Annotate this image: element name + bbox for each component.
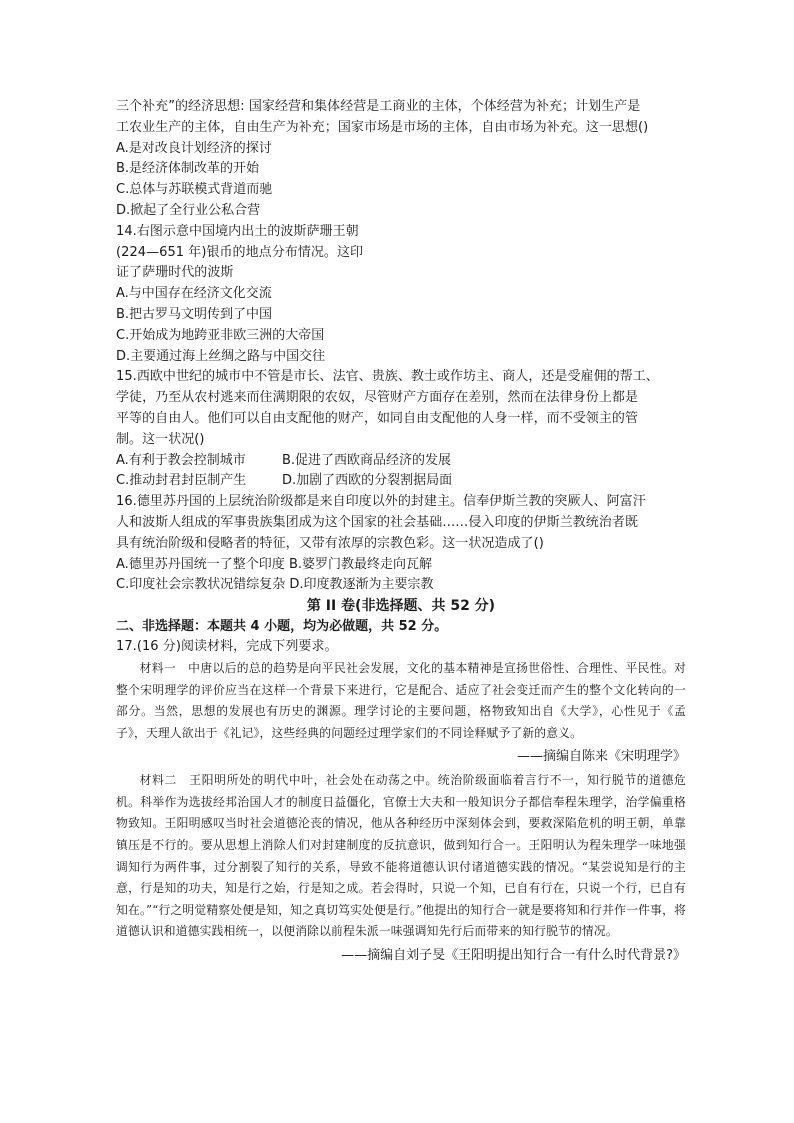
- question-16: [116, 492, 686, 596]
- material-one-source: ——摘编自陈来《宋明理学》: [516, 749, 686, 765]
- q16-options-row-1: [116, 555, 686, 576]
- q15-line-4: 制。这一状况(): [116, 431, 205, 447]
- page-content: [116, 97, 686, 969]
- q15-option-d: D.加剧了西欧的分裂割据局面: [282, 473, 453, 489]
- q16-line-1: 16.德里苏丹国的上层统治阶级都是来自印度以外的封建主。信奉伊斯兰教的突厥人、阿富汗: [116, 494, 646, 510]
- q14-line-3: 证了萨珊时代的波斯: [116, 265, 234, 281]
- q16-line-3: 具有统治阶级和侵略者的特征，又带有浓厚的宗教色彩。这一状况造成了(): [116, 535, 544, 551]
- material-one-text: 材料一 中唐以后的总的趋势是向平民社会发展，文化的基本精神是宣扬世俗性、合理性、平民性。对整个宋明理学的评价应当在这样一个背景下来进行，它是配合、适应了社会变迁而产生的整个文化转向的一部分。当然，思想的发展也有历史的渊源。理学讨论的主要问题，格物致知出自《大学》，心性见于《孟子》，天理人欲出于《礼记》，这些经典的问题经过理学家们的不同诠释赋予了新的意义。: [116, 660, 686, 740]
- part-heading: 二、非选择题：本题共 4 小题，均为必做题，共 52 分。: [116, 619, 448, 635]
- material-two-text: 材料二 王阳明所处的明代中叶，社会处在动荡之中。统治阶级面临着言行不一，知行脱节的道德危机。科举作为选拔经邦治国人才的制度日益僵化，官僚士大夫和一般知识分子都信奉程朱理学，治学偏重格物致知。王阳明感叹当时社会道德沦丧的情况，他从各种经历中深刻体会到，要救深陷危机的明王朝，单靠镇压是不行的。要从思想上消除人们对封建制度的反抗意识，做到知行合一。王阳明认为程朱理学一味地强调知行为两件事，过分割裂了知行的关系，导致不能将道德认识付诸道德实践的情况。“某尝说知是行的主意，行是知的功夫，知是行之始，行是知之成。若会得时，只说一个知，已自有行在，只说一个行，已自有知在。”“行之明觉精察处便是知，知之真切笃实处便是行。”他提出的知行合一就是要将知和行并作一件事，将道德认识和道德实践相统一，以便消除以前程朱派一味强调知先行后而带来的知行脱节的情况。: [116, 773, 686, 939]
- q13-line-1: 三个补充”的经济思想: 国家经营和集体经营是工商业的主体，个体经营为补充；计划生产是: [116, 99, 641, 114]
- q16-option-c: C.印度社会宗教状况错综复杂: [116, 577, 286, 593]
- q15-line-2: 学徒，乃至从农村逃来而住满期限的农奴，尽管财产方面存在差别，然而在法律身份上都是: [116, 390, 639, 406]
- q17-intro: 17.(16 分)阅读材料，完成下列要求。: [116, 639, 338, 655]
- q15-option-c: C.推动封君封臣制产生: [116, 473, 247, 489]
- q14-option-c: C.开始成为地跨亚非欧三洲的大帝国: [116, 327, 325, 343]
- q16-line-2: 人和波斯人组成的军事贵族集团成为这个国家的社会基础……侵入印度的伊斯兰教统治者既: [116, 514, 639, 530]
- q13-option-a: A.是对改良计划经济的探讨: [116, 140, 272, 156]
- question-13: [116, 97, 686, 222]
- q13-option-c: C.总体与苏联模式背道而驰: [116, 182, 273, 198]
- q13-option-d: D.掀起了全行业公私合营: [116, 202, 261, 218]
- section-title: 第 II 卷(非选择题、共 52 分): [306, 598, 496, 615]
- q16-option-d: D.印度教逐渐为主要宗教: [289, 577, 434, 593]
- q16-option-a: A.德里苏丹国统一了整个印度: [116, 556, 285, 572]
- q13-option-b: B.是经济体制改革的开始: [116, 161, 260, 177]
- question-15: [116, 367, 686, 492]
- q16-options-row-2: [116, 575, 686, 596]
- q15-line-3: 平等的自由人。他们可以自由支配他的财产，如同自由支配他的人身一样，而不受领主的管: [116, 410, 639, 426]
- q14-option-b: B.把古罗马文明传到了中国: [116, 306, 273, 322]
- q15-line-1: 15.西欧中世纪的城市中不管是市长、法官、贵族、教士或作坊主、商人，还是受雇佣的帮工、: [116, 369, 659, 385]
- material-one: [116, 658, 686, 744]
- q15-option-b: B.促进了西欧商品经济的发展: [282, 452, 452, 468]
- q15-options-row-1: [116, 451, 686, 472]
- q14-option-d: D.主要通过海上丝绸之路与中国交往: [116, 348, 326, 364]
- q14-line-1: 14.右图示意中国境内出土的波斯萨珊王朝: [116, 223, 359, 239]
- q15-option-a: A.有利于教会控制城市: [116, 452, 246, 468]
- q14-option-a: A.与中国存在经济文化交流: [116, 286, 272, 302]
- material-two-source: ——摘编自刘子旻《王阳明提出知行合一有什么时代背景?》: [341, 948, 686, 964]
- q14-line-2: (224—651 年)银币的地点分布情况。这印: [116, 244, 364, 260]
- material-two: [116, 770, 686, 943]
- q13-line-2: 工农业生产的主体，自由生产为补充；国家市场是市场的主体，自由市场为补充。这一思想(): [116, 119, 649, 135]
- q15-options-row-2: [116, 471, 686, 492]
- question-14: [116, 222, 686, 368]
- q16-option-b: B.婆罗门教最终走向瓦解: [288, 556, 433, 572]
